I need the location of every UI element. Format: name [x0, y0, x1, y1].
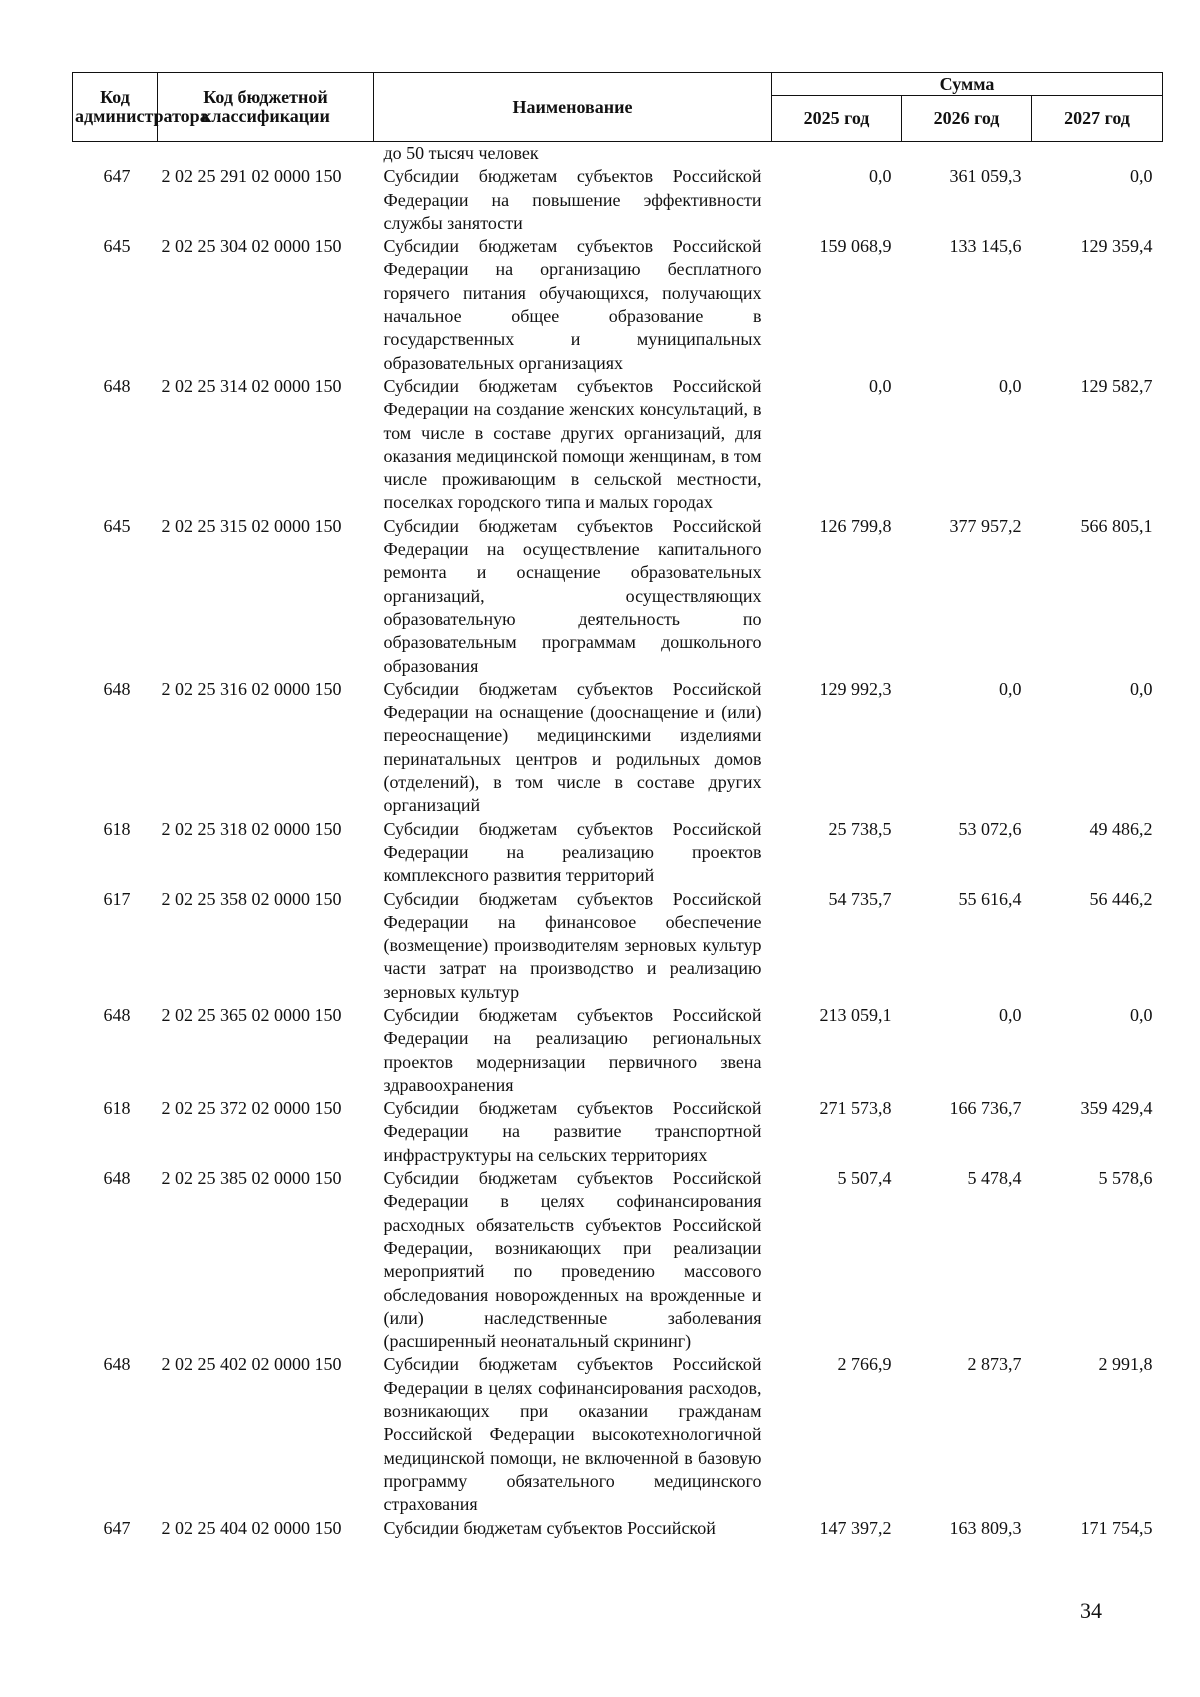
budget-code-cell: 2 02 25 314 02 0000 150 — [161, 375, 342, 396]
name-cell: до 50 тысяч человек — [383, 143, 539, 163]
budget-page — [72, 72, 1162, 1540]
admin-code-cell: 647 — [103, 166, 131, 187]
sum-2025-cell: 213 059,1 — [819, 1004, 892, 1025]
sum-2026-cell: 0,0 — [999, 1004, 1022, 1025]
table-row — [73, 142, 1163, 166]
header-year-2026: 2026 год — [902, 96, 1032, 142]
name-cell: Субсидии бюджетам субъектов Российской Федерации на реализацию проектов комплексного развития территорий — [383, 818, 762, 886]
sum-2025-cell — [772, 142, 902, 166]
table-row — [73, 235, 1163, 375]
sum-2026-cell: 163 809,3 — [949, 1517, 1022, 1538]
name-cell: Субсидии бюджетам субъектов Российской Федерации на организацию бесплатного горячего питания обучающихся, получающих начальное общее образование в государственных и муниципальных образовательных организациях — [383, 236, 762, 373]
table-row — [73, 678, 1163, 818]
admin-code-cell: 648 — [103, 1004, 131, 1025]
budget-code-cell: 2 02 25 304 02 0000 150 — [161, 236, 342, 257]
admin-code-cell: 618 — [103, 1098, 131, 1119]
sum-2025-cell: 54 735,7 — [828, 888, 892, 909]
table-row — [73, 1167, 1163, 1353]
name-cell: Субсидии бюджетам субъектов Российской — [383, 1517, 716, 1538]
sum-2025-cell: 5 507,4 — [837, 1168, 892, 1189]
table-row — [73, 1353, 1163, 1516]
table-row — [73, 515, 1163, 678]
table-row — [73, 888, 1163, 1004]
sum-2026-cell: 53 072,6 — [958, 818, 1022, 839]
budget-table — [72, 72, 1163, 1540]
header-year-2025: 2025 год — [772, 96, 902, 142]
sum-2027-cell: 359 429,4 — [1080, 1098, 1153, 1119]
budget-code-cell: 2 02 25 358 02 0000 150 — [161, 888, 342, 909]
budget-code-cell: 2 02 25 385 02 0000 150 — [161, 1168, 342, 1189]
sum-2026-cell: 0,0 — [999, 375, 1022, 396]
sum-2027-cell: 0,0 — [1130, 1004, 1153, 1025]
sum-2025-cell: 2 766,9 — [837, 1354, 892, 1375]
name-cell: Субсидии бюджетам субъектов Российской Федерации на финансовое обеспечение (возмещение) производителям зерновых культур части затрат на производство и реализацию зерновых культур — [383, 888, 762, 1002]
name-cell: Субсидии бюджетам субъектов Российской Федерации на реализацию региональных проектов модернизации первичного звена здравоохранения — [383, 1004, 762, 1095]
budget-code-cell: 2 02 25 316 02 0000 150 — [161, 678, 342, 699]
sum-2027-cell: 0,0 — [1130, 678, 1153, 699]
sum-2026-cell: 5 478,4 — [967, 1168, 1022, 1189]
sum-2026-cell: 133 145,6 — [949, 236, 1022, 257]
admin-code-cell: 645 — [103, 236, 131, 257]
page-number: 34 — [1080, 1598, 1102, 1623]
table-row — [73, 818, 1163, 888]
sum-2025-cell: 25 738,5 — [828, 818, 892, 839]
admin-code-cell: 648 — [103, 1168, 131, 1189]
admin-code-cell: 648 — [103, 1354, 131, 1375]
table-header — [73, 73, 1163, 142]
sum-2026-cell: 0,0 — [999, 678, 1022, 699]
sum-2026-cell — [902, 142, 1032, 166]
sum-2027-cell: 2 991,8 — [1098, 1354, 1153, 1375]
table-row — [73, 1517, 1163, 1540]
sum-2026-cell: 2 873,7 — [967, 1354, 1022, 1375]
budget-code-cell: 2 02 25 365 02 0000 150 — [161, 1004, 342, 1025]
budget-code-cell: 2 02 25 315 02 0000 150 — [161, 515, 342, 536]
header-year-2027: 2027 год — [1032, 96, 1163, 142]
sum-2025-cell: 147 397,2 — [819, 1517, 892, 1538]
sum-2025-cell: 0,0 — [869, 166, 892, 187]
admin-code-cell: 648 — [103, 375, 131, 396]
header-budget-code: Код бюджетной классификации — [158, 73, 374, 142]
sum-2027-cell: 5 578,6 — [1098, 1168, 1153, 1189]
name-cell: Субсидии бюджетам субъектов Российской Федерации на оснащение (дооснащение и (или) переоснащение) медицинскими изделиями перинатальных центров и родильных домов (отделений), в том числе в составе других организаций — [383, 678, 762, 816]
sum-2027-cell: 49 486,2 — [1089, 818, 1153, 839]
name-cell: Субсидии бюджетам субъектов Российской Федерации в целях софинансирования расходных обязательств субъектов Российской Федерации, возникающих при реализации мероприятий по проведению массового обследования новорожденных на врожденные и (или) наследственные заболевания (расширенный неонатальный скрининг) — [383, 1168, 762, 1352]
table-row — [73, 375, 1163, 515]
budget-code-cell: 2 02 25 404 02 0000 150 — [161, 1517, 342, 1538]
budget-code-cell — [158, 142, 374, 166]
sum-2025-cell: 126 799,8 — [819, 515, 892, 536]
header-sum: Сумма — [772, 73, 1163, 96]
sum-2026-cell: 361 059,3 — [949, 166, 1022, 187]
header-admin-code: Код администратора — [73, 73, 158, 142]
admin-code-cell: 618 — [103, 818, 131, 839]
sum-2025-cell: 159 068,9 — [819, 236, 892, 257]
sum-2027-cell: 56 446,2 — [1089, 888, 1153, 909]
name-cell: Субсидии бюджетам субъектов Российской Федерации на создание женских консультаций, в том числе в составе других организаций, для оказания медицинской помощи женщинам, в том числе проживающим в сельской местности, поселках городского типа и малых городах — [383, 375, 762, 513]
admin-code-cell: 617 — [103, 888, 131, 909]
sum-2025-cell: 129 992,3 — [819, 678, 892, 699]
admin-code-cell: 648 — [103, 678, 131, 699]
name-cell: Субсидии бюджетам субъектов Российской Федерации в целях софинансирования расходов, возникающих при оказании гражданам Российской Федерации высокотехнологичной медицинской помощи, не включенной в базовую программу обязательного медицинского страхования — [383, 1354, 762, 1515]
admin-code-cell: 645 — [103, 515, 131, 536]
sum-2027-cell: 0,0 — [1130, 166, 1153, 187]
name-cell: Субсидии бюджетам субъектов Российской Федерации на повышение эффективности службы занятости — [383, 166, 762, 233]
name-cell: Субсидии бюджетам субъектов Российской Федерации на развитие транспортной инфраструктуры на сельских территориях — [383, 1098, 762, 1165]
sum-2027-cell: 171 754,5 — [1080, 1517, 1153, 1538]
budget-code-cell: 2 02 25 291 02 0000 150 — [161, 166, 342, 187]
sum-2026-cell: 166 736,7 — [949, 1098, 1022, 1119]
table-row — [73, 165, 1163, 235]
sum-2026-cell: 55 616,4 — [958, 888, 1022, 909]
sum-2027-cell: 129 582,7 — [1080, 375, 1153, 396]
sum-2025-cell: 0,0 — [869, 375, 892, 396]
name-cell: Субсидии бюджетам субъектов Российской Федерации на осуществление капитального ремонта и оснащение образовательных организаций, осуществляющих образовательную деятельность по образовательным программам дошкольного образования — [383, 515, 762, 676]
admin-code-cell: 647 — [103, 1517, 131, 1538]
budget-code-cell: 2 02 25 372 02 0000 150 — [161, 1098, 342, 1119]
sum-2027-cell — [1032, 142, 1163, 166]
sum-2026-cell: 377 957,2 — [949, 515, 1022, 536]
budget-code-cell: 2 02 25 402 02 0000 150 — [161, 1354, 342, 1375]
sum-2025-cell: 271 573,8 — [819, 1098, 892, 1119]
table-row — [73, 1097, 1163, 1167]
budget-code-cell: 2 02 25 318 02 0000 150 — [161, 818, 342, 839]
sum-2027-cell: 129 359,4 — [1080, 236, 1153, 257]
table-row — [73, 1004, 1163, 1097]
table-body — [73, 142, 1163, 1540]
header-name: Наименование — [374, 73, 772, 142]
admin-code-cell — [73, 142, 158, 166]
sum-2027-cell: 566 805,1 — [1080, 515, 1153, 536]
